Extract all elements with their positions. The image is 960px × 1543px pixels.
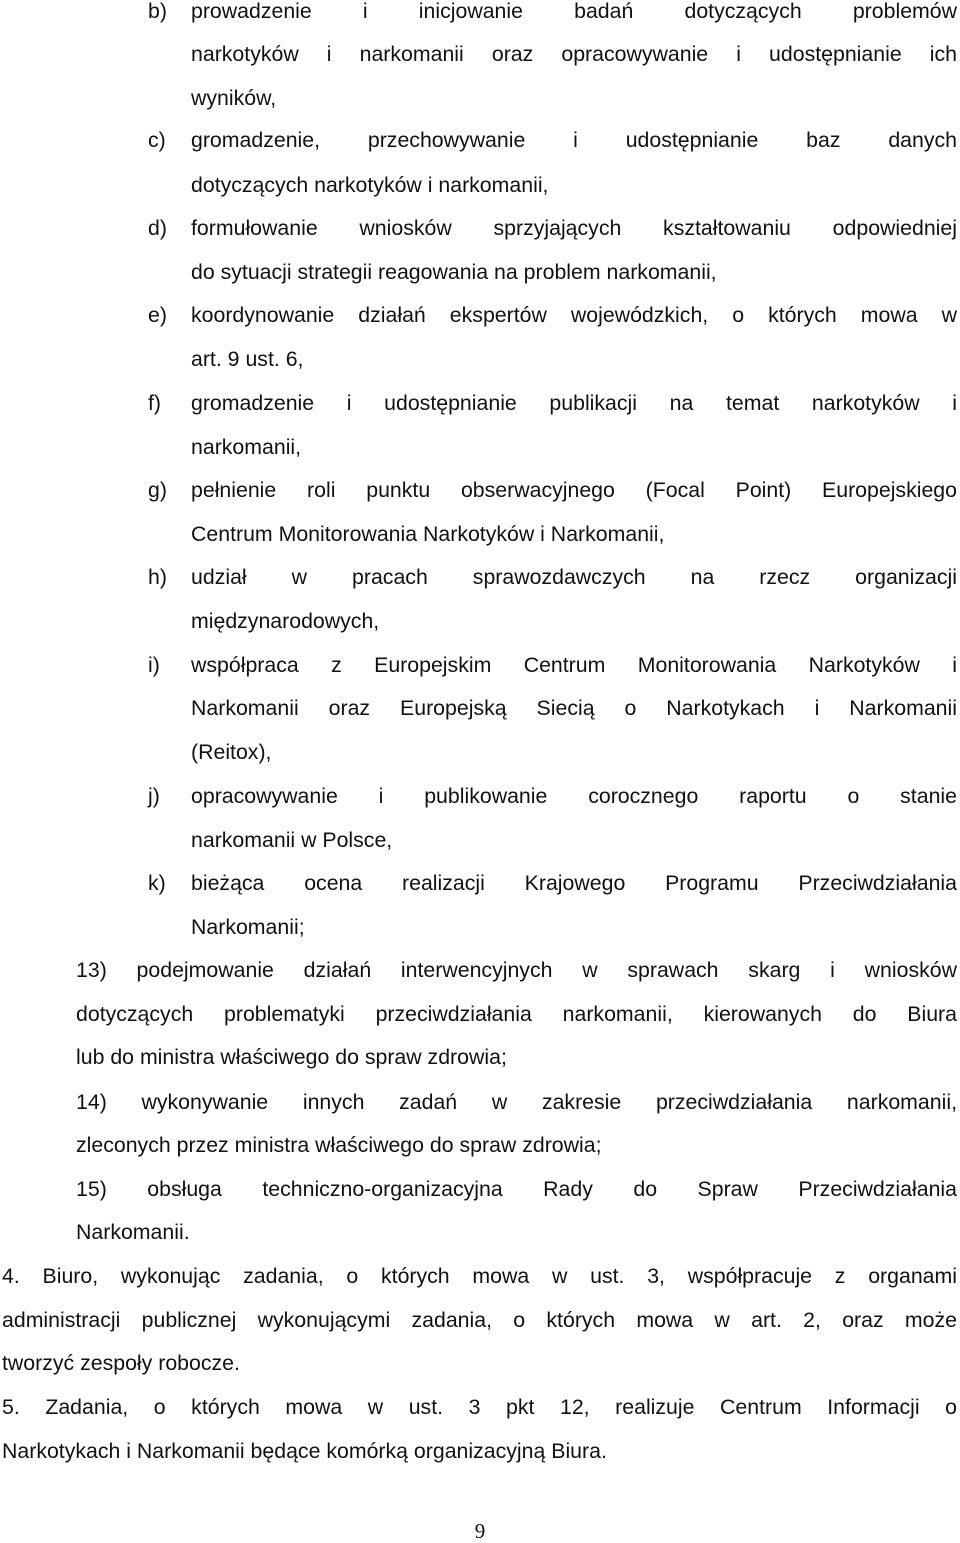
section-5-line-1: 5. Zadania, o których mowa w ust. 3 pkt 12, realizuje Centrum Informacji o [2,1397,957,1419]
section-4-line-3: tworzyć zespoły robocze. [2,1351,240,1375]
item-h-line-1: udział w pracach sprawozdawczych na rzecz organizacji [191,567,957,589]
item-label-h: h) [148,565,167,589]
item-label-i: i) [148,653,160,677]
item-label-e: e) [148,303,167,327]
item-e-line-2: art. 9 ust. 6, [191,347,304,371]
item-label-j: j) [148,784,160,808]
point-15-line-2: Narkomanii. [76,1220,190,1244]
point-14-line-1: 14) wykonywanie innych zadań w zakresie przeciwdziałania narkomanii, [76,1092,957,1114]
item-f-line-1: gromadzenie i udostępnianie publikacji na temat narkotyków i [191,393,957,415]
item-b-line-3: wyników, [191,86,277,110]
point-14-line-2: zleconych przez ministra właściwego do spraw zdrowia; [76,1133,602,1157]
section-4-line-1: 4. Biuro, wykonując zadania, o których mowa w ust. 3, współpracuje z organami [2,1266,957,1288]
item-j-line-1: opracowywanie i publikowanie corocznego raportu o stanie [191,786,957,808]
item-j-line-2: narkomanii w Polsce, [191,828,393,852]
item-label-d: d) [148,216,167,240]
item-i-line-1: współpraca z Europejskim Centrum Monitorowania Narkotyków i [191,655,957,677]
item-d-line-2: do sytuacji strategii reagowania na problem narkomanii, [191,260,717,284]
point-15-line-1: 15) obsługa techniczno-organizacyjna Rady do Spraw Przeciwdziałania [76,1179,957,1201]
item-i-line-2: Narkomanii oraz Europejską Siecią o Narkotykach i Narkomanii [191,698,957,720]
item-d-line-1: formułowanie wniosków sprzyjających kształtowaniu odpowiedniej [191,218,957,240]
item-c-line-2: dotyczących narkotyków i narkomanii, [191,173,549,197]
item-label-b: b) [148,0,167,23]
item-g-line-1: pełnienie roli punktu obserwacyjnego (Focal Point) Europejskiego [191,480,957,502]
section-5-line-2: Narkotykach i Narkomanii będące komórką organizacyjną Biura. [2,1439,607,1463]
point-13-line-2: dotyczących problematyki przeciwdziałania narkomanii, kierowanych do Biura [76,1004,957,1026]
item-label-f: f) [148,391,162,415]
item-label-g: g) [148,478,167,502]
item-h-line-2: międzynarodowych, [191,609,380,633]
item-c-line-1: gromadzenie, przechowywanie i udostępnianie baz danych [191,130,957,152]
item-k-line-2: Narkomanii; [191,915,305,939]
point-13-line-3: lub do ministra właściwego do spraw zdrowia; [76,1045,507,1069]
section-4-line-2: administracji publicznej wykonującymi zadania, o których mowa w art. 2, oraz może [2,1310,957,1332]
item-k-line-1: bieżąca ocena realizacji Krajowego Programu Przeciwdziałania [191,873,957,895]
item-g-line-2: Centrum Monitorowania Narkotyków i Narkomanii, [191,522,665,546]
item-label-c: c) [148,128,166,152]
item-e-line-1: koordynowanie działań ekspertów wojewódzkich, o których mowa w [191,305,957,327]
item-f-line-2: narkomanii, [191,435,302,459]
item-label-k: k) [148,871,166,895]
point-13-line-1: 13) podejmowanie działań interwencyjnych w sprawach skarg i wniosków [76,960,957,982]
item-b-line-2: narkotyków i narkomanii oraz opracowywanie i udostępnianie ich [191,44,957,66]
page-number: 9 [474,1519,486,1543]
item-i-line-3: (Reitox), [191,740,272,764]
item-b-line-1: prowadzenie i inicjowanie badań dotyczących problemów [191,1,957,23]
